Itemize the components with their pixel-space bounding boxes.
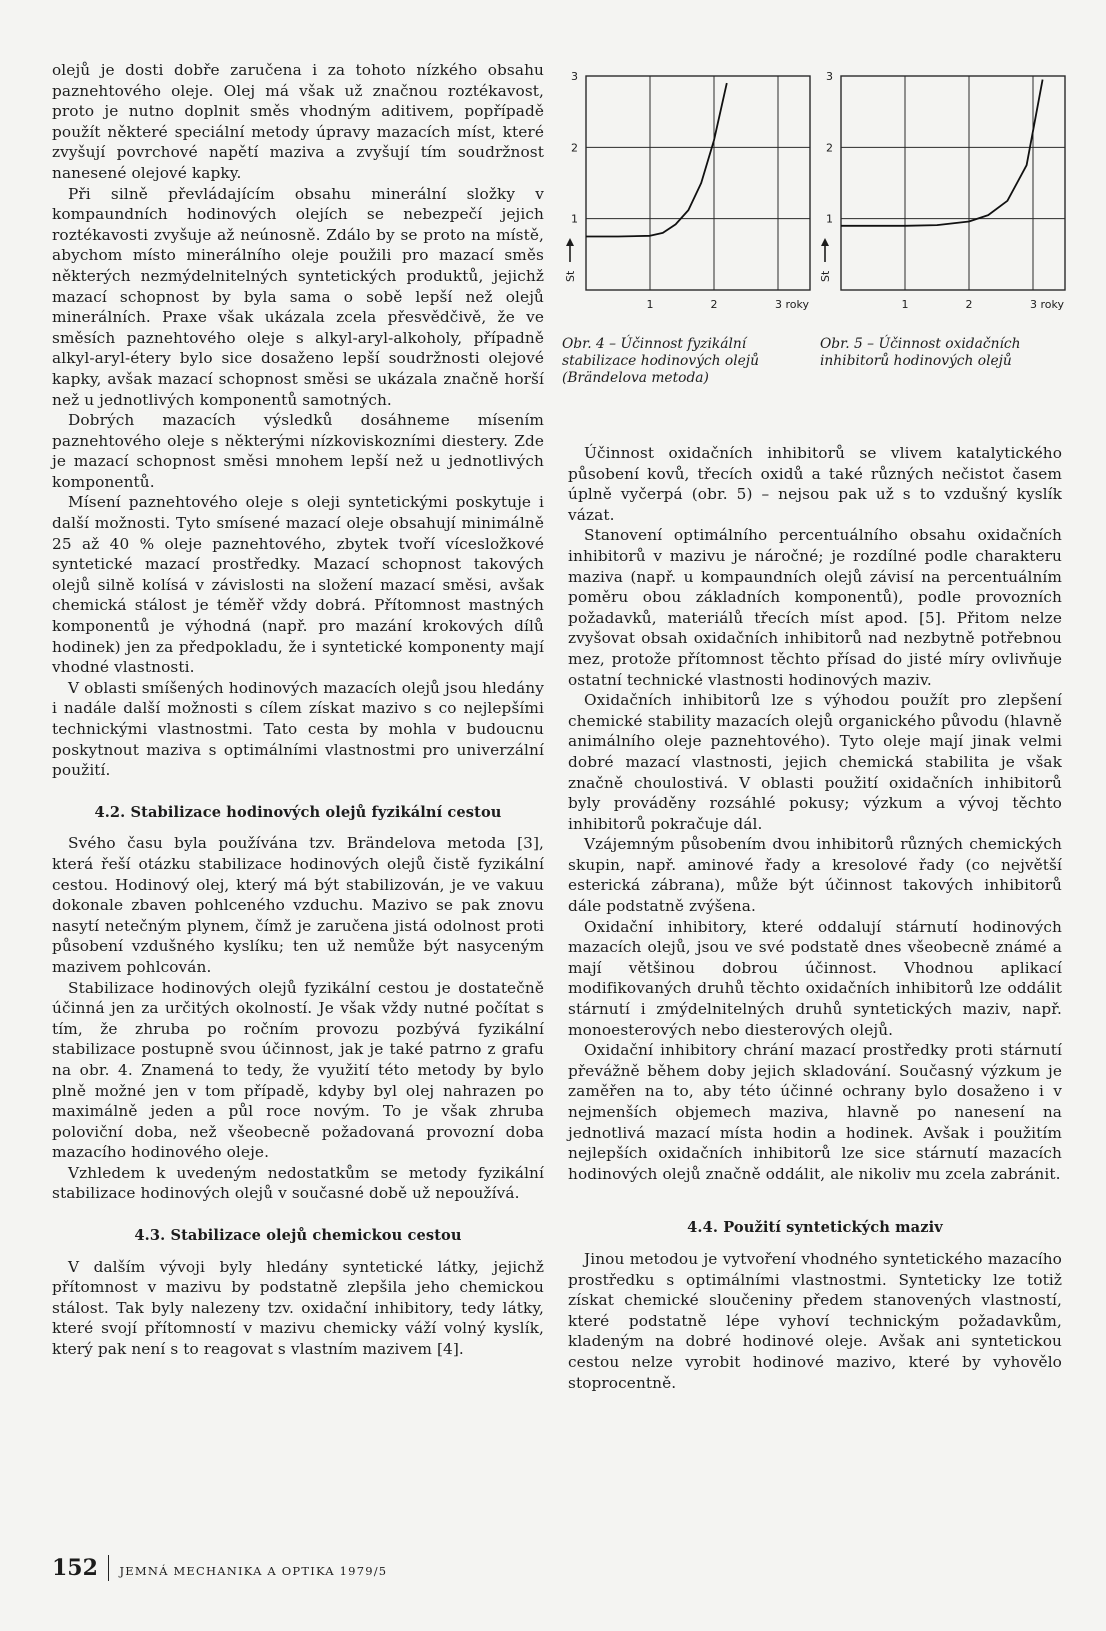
y-tick-label: 3	[826, 70, 833, 83]
x-tick-label: 2	[710, 298, 718, 311]
paragraph: Vzhledem k uvedeným nedostatkům se metody fyzikální stabilizace hodinových olejů v současné době už nepoužívá.	[52, 1163, 544, 1203]
paragraph: Oxidačních inhibitorů lze s výhodou použít pro zlepšení chemické stability mazacích olejů organického původu (hlavně animálního oleje paznehtového). Tyto oleje mají jinak velmi dobré mazací vlastnosti, jejich chemická stabilita je však značně choulostivá. V oblasti použití oxidačních inhibitorů byly prováděny rozsáhlé pokusy; výzkum a vývoj těchto inhibitorů pokračuje dál.	[568, 691, 1062, 833]
section-heading: 4.3. Stabilizace olejů chemickou cestou	[134, 1227, 462, 1245]
y-axis-arrowhead	[566, 238, 574, 246]
y-tick-label: 1	[571, 212, 578, 226]
left-column	[52, 60, 544, 1360]
paragraph: Oxidační inhibitory chrání mazací prostředky proti stárnutí převážně během doby jejich skladování. Současný výzkum je zaměřen na to, aby této účinné ochrany bylo dosaženo i v nejmenších objemech maziva, hlavně po nanesení na jednotlivá mazací místa hodin a hodinek. Avšak i použitím nejlepších oxidačních inhibitorů lze sice stárnutí mazacích hodinových olejů značně oddálit, ale nikoliv mu zcela zabránit.	[568, 1041, 1062, 1183]
chart-svg	[815, 62, 1075, 312]
footer-divider	[108, 1555, 110, 1581]
paragraph: Svého času byla používána tzv. Brändelova metoda [3], která řeší otázku stabilizace hodinových olejů čistě fyzikální cestou. Hodinový olej, který má být stabilizován, je ve vakuu dokonale zbaven pohlceného vzduchu. Mazivo se pak znovu nasytí netečným plynem, čímž je zaručena jistá odolnost proti působení vzdušného kyslíku; ten už nemůže být nasyceným mazivem pohlcován.	[52, 834, 544, 976]
paragraph: Stanovení optimálního percentuálního obsahu oxidačních inhibitorů v mazivu je náročné; je rozdílné podle charakteru maziva (např. u kompaundních olejů závisí na percentuálním poměru obou základních komponentů), podle provozních požadavků, materiálů třecích míst apod. [5]. Přitom nelze zvyšovat obsah oxidačních inhibitorů nad nezbytně potřebnou mez, protože přítomnost těchto přísad do jisté míry ovlivňuje ostatní technické vlastnosti hodinových maziv.	[568, 526, 1062, 689]
page-footer	[52, 1555, 387, 1581]
series-line	[586, 83, 727, 236]
y-axis-label: St	[564, 270, 577, 282]
paragraph: Účinnost oxidačních inhibitorů se vlivem katalytického působení kovů, třecích oxidů a také různých nečistot časem úplně vyčerpá (obr. 5) – nejsou pak už s to vzdušný kyslík vázat.	[568, 444, 1062, 524]
page-number: 152	[52, 1555, 98, 1581]
figure-4-caption: Obr. 4 – Účinnost fyzikální stabilizace hodinových olejů (Brändelova metoda)	[562, 336, 759, 386]
x-tick-label: 3 roky	[1030, 298, 1064, 311]
y-axis-label: St	[819, 270, 832, 282]
y-tick-label: 2	[826, 141, 833, 155]
x-tick-label: 1	[646, 298, 654, 311]
journal-name: JEMNÁ MECHANIKA A OPTIKA 1979/5	[119, 1564, 388, 1578]
paragraph: Vzájemným působením dvou inhibitorů různých chemických skupin, např. aminové řady a kresolové řady (co největší esterická zábrana), může být účinnost takových inhibitorů dále podstatně zvýšena.	[568, 835, 1062, 916]
x-tick-label: 3 roky	[775, 298, 809, 311]
section-heading: 4.4. Použití syntetických maziv	[687, 1219, 943, 1237]
section-heading: 4.2. Stabilizace hodinových olejů fyzikální cestou	[94, 803, 502, 821]
paragraph: V dalším vývoji byly hledány syntetické látky, jejichž přítomnost v mazivu by podstatně zlepšila jeho chemickou stálost. Tak byly nalezeny tzv. oxidační inhibitory, tedy látky, které svojí přítomností v mazivu chemicky váží volný kyslík, který pak není s to reagovat s vlastním mazivem [4].	[52, 1257, 544, 1359]
figure-5-caption: Obr. 5 – Účinnost oxidačních inhibitorů hodinových olejů	[820, 336, 1021, 369]
plot-frame	[586, 76, 810, 290]
paragraph: Oxidační inhibitory, které oddalují stárnutí hodinových mazacích olejů, jsou ve své podstatě dnes všeobecně známé a mají většinou dobrou účinnost. Vhodnou aplikací modifikovaných druhů těchto oxidačních inhibitorů lze oddálit stárnutí i zmýdelnitelných druhů syntetických maziv, např. monoesterových nebo diesterových olejů.	[568, 917, 1062, 1039]
paragraph: olejů je dosti dobře zaručena i za tohoto nízkého obsahu paznehtového oleje. Olej má však už značnou roztékavost, proto je nutno doplnit směs vhodným aditivem, popřípadě použít některé speciální metody úpravy mazacích míst, které zvyšují povrchové napětí maziva a zvyšují tím soudržnost nanesené olejové kapky.	[52, 61, 544, 182]
y-tick-label: 3	[571, 70, 578, 83]
y-tick-label: 2	[571, 141, 578, 155]
series-line	[841, 80, 1043, 226]
paragraph: Dobrých mazacích výsledků dosáhneme mísením paznehtového oleje s některými nízkoviskozními diestery. Zde je mazací schopnost směsi mnohem lepší než u jednotlivých komponentů.	[52, 411, 544, 491]
right-column	[568, 443, 1062, 1393]
y-axis-arrowhead	[821, 238, 829, 246]
figure-5-chart	[815, 62, 1075, 362]
paragraph: Mísení paznehtového oleje s oleji syntetickými poskytuje i další možnosti. Tyto smísené mazací oleje obsahují minimálně 25 až 40 % oleje paznehtového, zbytek tvoří vícesložkové syntetické mazací prostředky. Mazací schopnost takových olejů silně kolísá v závislosti na složení mazací směsi, avšak chemická stálost je téměř vždy dobrá. Přítomnost mastných komponentů je výhodná (např. pro mazání krokových dílů hodinek) jen za předpokladu, že i syntetické komponenty mají vhodné vlastnosti.	[52, 493, 544, 677]
plot-frame	[841, 76, 1065, 290]
paragraph: Stabilizace hodinových olejů fyzikální cestou je dostatečně účinná jen za určitých okolností. Je však vždy nutné počítat s tím, že zhruba po ročním provozu pozbývá fyzikální stabilizace postupně svou účinnost, jak je také patrno z grafu na obr. 4. Znamená to tedy, že využití této metody by bylo plně možné jen v tom případě, kdyby byl olej nahrazen po maximálně jeden a půl roce novým. To je však zhruba poloviční doba, než všeobecně požadovaná provozní doba mazacího hodinového oleje.	[52, 978, 544, 1162]
y-tick-label: 1	[826, 212, 833, 226]
chart-svg	[560, 62, 820, 312]
x-tick-label: 2	[965, 298, 973, 311]
figure-4-chart	[560, 62, 820, 362]
paragraph: Jinou metodou je vytvoření vhodného syntetického mazacího prostředku s optimálními vlastnostmi. Synteticky lze totiž získat chemické sloučeniny předem stanovených vlastností, které podstatně lépe vyhoví technickým požadavkům, kladeným na dobré hodinové oleje. Avšak ani syntetickou cestou nelze vyrobit hodinové mazivo, které by vyhovělo stoprocentně.	[568, 1249, 1062, 1392]
x-tick-label: 1	[901, 298, 909, 311]
paragraph: V oblasti smíšených hodinových mazacích olejů jsou hledány i nadále další možnosti s cílem získat mazivo s co nejlepšími technickými vlastnostmi. Tato cesta by mohla v budoucnu poskytnout maziva s optimálními vlastnostmi pro univerzální použití.	[52, 678, 544, 780]
paragraph: Při silně převládajícím obsahu minerální složky v kompaundních hodinových olejích se nebezpečí jejich roztékavosti zvyšuje až neúnosně. Zdálo by se proto na místě, abychom místo minerálního oleje použili pro mazací směs některých nezmýdelnitelných syntetických produktů, jejichž mazací schopnost by byla sama o sobě lepší než olejů minerálních. Praxe však ukázala zcela přesvědčivě, že ve směsích paznehtového oleje s alkyl-aryl-alkoholy, případně alkyl-aryl-étery bylo sice dosaženo lepší soudržnosti olejové kapky, avšak mazací schopnost směsi se ukázala značně horší než u jednotlivých komponentů samotných.	[52, 184, 544, 409]
